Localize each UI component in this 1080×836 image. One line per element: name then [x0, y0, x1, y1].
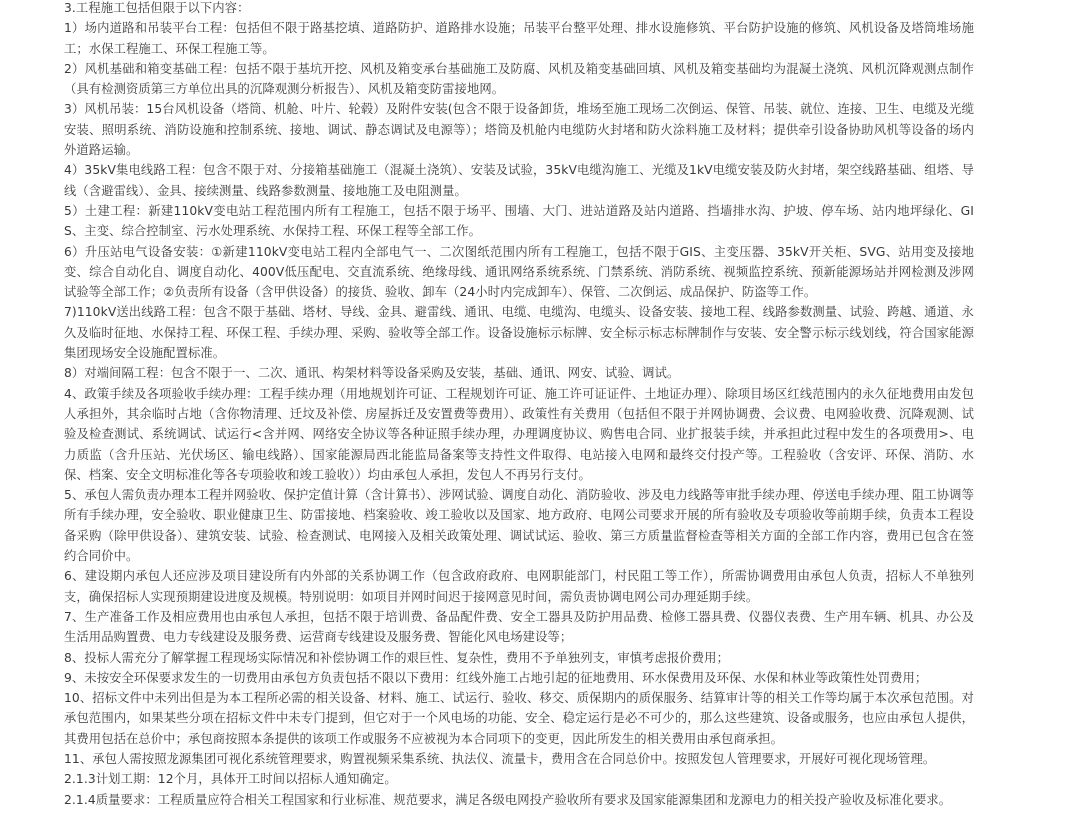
quality-clause: 2.1.4质量要求：工程质量应符合相关工程国家和行业标准、规范要求，满足各级电网投产验收所有要求及国家能源集团和龙源电力的相关投产验收及标准化要求。 — [64, 792, 952, 807]
item-bay-works: 8）对端间隔工程：包含不限于一、二次、通讯、构架材料等设备采购及安装，基础、通讯、网安、试验、调试。 — [64, 366, 680, 381]
schedule-clause: 2.1.3计划工期：12个月，具体开工时间以招标人通知确定。 — [64, 772, 397, 787]
item-turbine-lifting: 3）风机吊装：15台风机设备（塔筒、机舱、叶片、轮毂）及附件安装(包含不限于设备卸货，堆场至施工现场二次倒运、保管、吊装、就位、连接、卫生、电缆及光缆安装、照明系统、消防设施和控制系统、接地、调试、静态调试及电源等）；塔筒及机舱内电缆防火封堵和防火涂料施工及材料；提供牵引设备协助风机等设备的场内外道路运输。 — [64, 102, 974, 158]
document-body — [64, 0, 974, 810]
item-road-platform: 1）场内道路和吊装平台工程：包括但不限于路基挖填、道路防护、道路排水设施；吊装平台整平处理、排水设施修筑、平台防护设施的修筑、风机设备及塔筒堆场施工；水保工程施工、环保工程施工等。 — [64, 21, 974, 56]
item-foundation: 2）风机基础和箱变基础工程：包括不限于基坑开挖、风机及箱变承台基础施工及防腐、风机及箱变基础回填、风机及箱变基础均为混凝土浇筑、风机沉降观测点制作（具有检测资质第三方单位出具的沉降观测分析报告）、风机及箱变防雷接地网。 — [64, 61, 974, 97]
item-acceptance: 5、承包人需负责办理本工程并网验收、保护定值计算（含计算书）、涉网试验、调度自动化、消防验收、涉及电力线路等审批手续办理、停送电手续办理、阻工协调等所有手续办理，安全验收、职业健康卫生、防雷接地、档案验收、竣工验收以及国家、地方政府、电网公司要求开展的所有验收及专项验收等前期手续，负责本工程设备采购（除甲供设备）、建筑安装、试验、检查测试、电网接入及相关政策处理、调试试运、验收、第三方质量监督检查等相关方面的全部工作内容，费用已包含在签约合同价中。 — [64, 488, 974, 564]
item-site-understanding: 8、投标人需充分了解掌握工程现场实际情况和补偿协调工作的艰巨性、复杂性，费用不予单独列支，审慎考虑报价费用； — [64, 650, 729, 665]
item-permits: 4、政策手续及各项验收手续办理：工程手续办理（用地规划许可证、工程规划许可证、施工许可证证件、土地证办理）、除项目场区红线范围内的永久征地费用由发包人承担外，其余临时占地（含你物清理、迁坟及补偿、房屋拆迁及安置费等费用）、政策性有关费用（包括但不限于并网协调费、会议费、电网验收费、沉降观测、试验及检查测试、系统调试、试运行<含并网、网络安全协议等各种证照手续办理，办理调度协议、购售电合同、业扩报装手续，并承担此过程中发生的各项费用>、电力质监（含升压站、光伏场区、输电线路）、国家能源局西北能监局备案等支持性文件取得、电站接入电网和最终交付投产等。工程验收（含安评、环保、消防、水保、档案、安全文明标准化等各专项验收和竣工验收））均由承包人承担，发包人不再另行支付。 — [64, 386, 974, 482]
item-collector-line: 4）35kV集电线路工程：包含不限于对、分接箱基础施工（混凝土浇筑）、安装及试验，35kV电缆沟施工、光缆及1kV电缆安装及防火封堵，架空线路基础、组塔、导线（含避雷线）、金具、接续测量、线路参数测量、接地施工及电阻测量。 — [64, 163, 974, 198]
item-coordination: 6、建设期内承包人还应涉及项目建设所有内外部的关系协调工作（包含政府政府、电网职能部门，村民阻工等工作），所需协调费用由承包人负责，招标人不单独列支，确保招标人实现预期建设进度及规模。特别说明：如项目并网时间迟于接网意见时间，需负责协调电网公司办理延期手续。 — [64, 569, 974, 604]
item-safety-env: 9、未按安全环保要求发生的一切费用由承包方负责包括不限以下费用：红线外施工占地引起的征地费用、环水保费用及环保、水保和林业等政策性处罚费用； — [64, 670, 928, 685]
item-visualization: 11、承包人需按照龙源集团可视化系统管理要求，购置视频采集系统、执法仪、流量卡，费用含在合同总价中。按照发包人管理要求，开展好可视化现场管理。 — [64, 751, 936, 766]
item-transmission-line: 7)110kV送出线路工程：包含不限于基础、塔材、导线、金具、避雷线、通讯、电缆、电缆沟、电缆头、设备安装、接地工程、线路参数测量、试验、跨越、通道、永久及临时征地、水保持工程、环保工程、手续办理、采购、验收等全部工作。设备设施标示标牌、安全标示标志标牌制作与安装、安全警示标示线划线，符合国家能源集团现场安全设施配置标准。 — [64, 305, 974, 361]
item-production-prep: 7、生产准备工作及相应费用也由承包人承担，包括不限于培训费、备品配件费、安全工器具及防护用品费、检修工器具费、仪器仪表费、生产用车辆、机具、办公及生活用品购置费、电力专线建设及服务费、运营商专线建设及服务费、智能化风电场建设等； — [64, 609, 974, 645]
item-substation-electrical: 6）升压站电气设备安装：①新建110kV变电站工程内全部电气一、二次图纸范围内所有工程施工，包括不限于GIS、主变压器、35kV开关柜、SVG、站用变及接地变、综合自动化自、调度自动化、400V低压配电、交直流系统、绝缘母线、通讯网络系统系统、门禁系统、消防系统、视频监控系统、预新能源场站并网检测及涉网试验等全部工作；②负责所有设备（含甲供设备）的接货、验收、卸车（24小时内完成卸车）、保管、二次倒运、成品保护、防盗等工作。 — [64, 244, 974, 300]
item-civil-works: 5）土建工程：新建110kV变电站工程范围内所有工程施工，包括不限于场平、围墙、大门、进站道路及站内道路、挡墙排水沟、护坡、停车场、站内地坪绿化、GIS、主变、综合控制室、污水处理系统、水保持工程、环保工程等全部工作。 — [64, 203, 974, 239]
item-scope-note: 10、招标文件中未列出但是为本工程所必需的相关设备、材料、施工、试运行、验收、移交、质保期内的质保服务、结算审计等的相关工作等均属于本次承包范围。对承包范围内，如果某些分项在招标文件中未专门提到，但它对于一个风电场的功能、安全、稳定运行是必不可少的，那么这些建筑、设备或服务，也应由承包人提供，其费用包括在总价中；承包商按照本条提供的该项工作或服务不应被视为本合同项下的变更，因此所发生的相关费用由承包商承担。 — [64, 691, 974, 746]
section-heading: 3.工程施工包括但限于以下内容： — [64, 1, 250, 15]
